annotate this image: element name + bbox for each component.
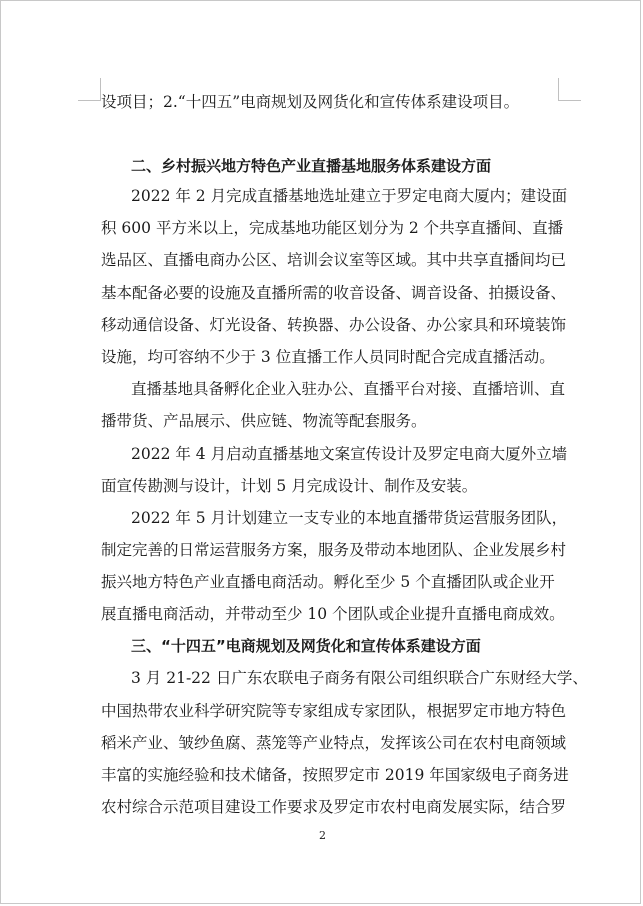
text-line: 积 600 平方米以上，完成基地功能区划分为 2 个共享直播间、直播	[101, 219, 564, 237]
text-line: 设项目；2.“十四五”电商规划及网货化和宣传体系建设项目。	[101, 93, 520, 111]
corner-mark-top-right	[558, 78, 581, 101]
section-heading: 三、“十四五”电商规划及网货化和宣传体系建设方面	[131, 637, 481, 655]
text-line: 稻米产业、皱纱鱼腐、蒸笼等产业特点，发挥该公司在农村电商领域	[101, 734, 567, 752]
text-line: 2022 年 2 月完成直播基地选址建立于罗定电商大厦内；建设面	[131, 187, 568, 205]
page-number: 2	[319, 829, 326, 842]
text-line: 移动通信设备、灯光设备、转换器、办公设备、办公家具和环境装饰	[101, 316, 567, 334]
corner-mark-top-left	[78, 78, 101, 101]
text-line: 面宣传勘测与设计，计划 5 月完成设计、制作及安装。	[101, 477, 478, 495]
section-heading: 二、乡村振兴地方特色产业直播基地服务体系建设方面	[131, 157, 492, 175]
text-line: 3 月 21-22 日广东农联电子商务有限公司组织联合广东财经大学、	[131, 669, 588, 687]
text-line: 直播基地具备孵化企业入驻办公、直播平台对接、直播培训、直	[131, 380, 566, 398]
text-line: 基本配备必要的设施及直播所需的收音设备、调音设备、拍摄设备、	[101, 284, 567, 302]
text-line: 2022 年 4 月启动直播基地文案宣传设计及罗定电商大厦外立墙	[131, 445, 568, 463]
text-line: 设施，均可容纳不少于 3 位直播工作人员同时配合完成直播活动。	[101, 348, 555, 366]
text-line: 2022 年 5 月计划建立一支专业的本地直播带货运营服务团队，	[131, 509, 568, 527]
text-line: 选品区、直播电商办公区、培训会议室等区域。其中共享直播间均已	[101, 251, 567, 269]
text-line: 制定完善的日常运营服务方案，服务及带动本地团队、企业发展乡村	[101, 541, 567, 559]
text-line: 农村综合示范项目建设工作要求及罗定市农村电商发展实际，结合罗	[101, 798, 567, 816]
text-line: 丰富的实施经验和技术储备，按照罗定市 2019 年国家级电子商务进	[101, 766, 569, 784]
text-line: 振兴地方特色产业直播电商活动。孵化至少 5 个直播团队或企业开	[101, 573, 555, 591]
text-line: 播带货、产品展示、供应链、物流等配套服务。	[101, 412, 427, 430]
text-line: 展直播电商活动，并带动至少 10 个团队或企业提升直播电商成效。	[101, 605, 565, 623]
text-line: 中国热带农业科学研究院等专家组成专家团队，根据罗定市地方特色	[101, 702, 567, 720]
